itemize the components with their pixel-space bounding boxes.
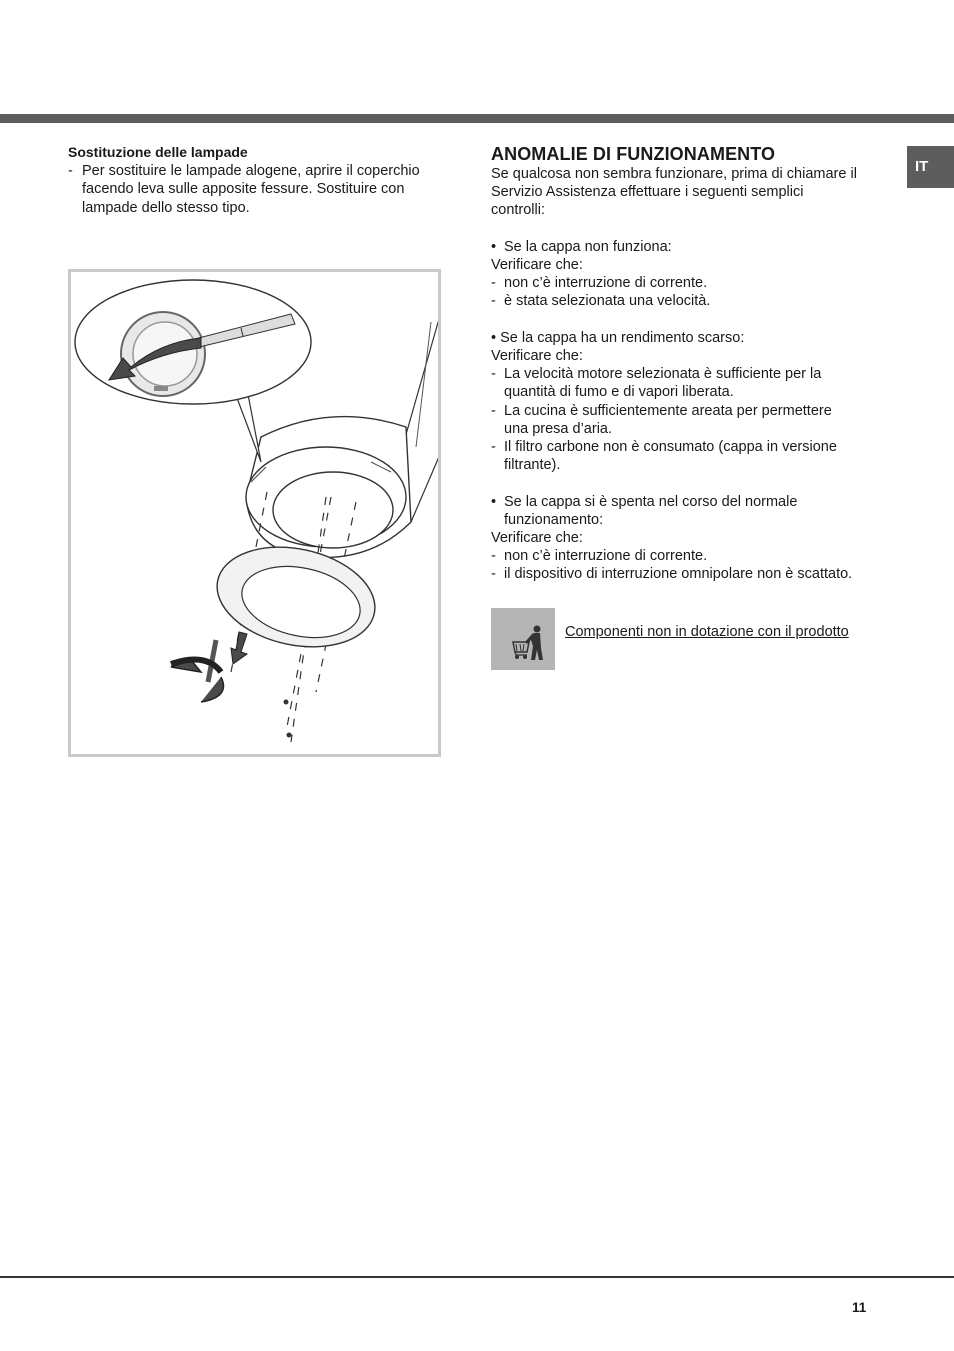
dash-mark: - bbox=[68, 162, 73, 179]
language-tab: IT bbox=[907, 146, 954, 188]
case2-item: - Il filtro carbone non è consumato (cappa in versione filtrante). bbox=[491, 439, 837, 474]
page-number: 11 bbox=[852, 1300, 867, 1315]
case3-item: - non c’è interruzione di corrente. bbox=[491, 548, 708, 565]
lamp-replacement-section bbox=[68, 143, 448, 217]
malfunction-section bbox=[491, 143, 881, 584]
check-label: Verificare che: bbox=[491, 348, 583, 364]
footer-rule bbox=[0, 1276, 954, 1278]
case1-item: - non c’è interruzione di corrente. bbox=[491, 275, 708, 292]
screw bbox=[287, 733, 292, 738]
lamp-replacement-illustration bbox=[68, 269, 441, 757]
not-included-text: Componenti non in dotazione con il prodotto bbox=[565, 624, 849, 640]
case1-item: - è stata selezionata una velocità. bbox=[491, 293, 711, 310]
down-arrow bbox=[231, 632, 247, 664]
lamp-line: facendo leva sulle apposite fessure. Sostituire con bbox=[82, 181, 405, 197]
intro-line: Se qualcosa non sembra funzionare, prima di chiamare il bbox=[491, 166, 857, 182]
screw bbox=[284, 700, 289, 705]
lamp-line: Per sostituire le lampade alogene, aprire il coperchio bbox=[82, 162, 420, 179]
bullet-mark: • bbox=[491, 238, 497, 255]
case3-bullet: • Se la cappa si è spenta nel corso del normale funzionamento: bbox=[491, 493, 798, 528]
intro-line: Servizio Assistenza effettuare i seguenti semplici bbox=[491, 184, 804, 201]
check-label: Verificare che: bbox=[491, 257, 583, 273]
check-label: Verificare che: bbox=[491, 530, 583, 547]
case2-bullet: • Se la cappa ha un rendimento scarso: bbox=[491, 329, 745, 346]
shopping-cart-person-icon bbox=[491, 608, 555, 670]
lamp-line: lampade dello stesso tipo. bbox=[82, 199, 250, 216]
case2-item: - La cucina è sufficientemente areata per permettere una presa d’aria. bbox=[491, 402, 832, 437]
intro-line: controlli: bbox=[491, 202, 545, 219]
lamp-replacement-item bbox=[68, 162, 448, 218]
header-bar bbox=[0, 114, 954, 123]
lamp-replacement-heading: Sostituzione delle lampade bbox=[68, 144, 248, 160]
section-title: ANOMALIE DI FUNZIONAMENTO bbox=[491, 144, 776, 164]
case2-item: - La velocità motore selezionata è sufficiente per la quantità di fumo e di vapori liberata. bbox=[491, 366, 822, 401]
case1-bullet: • Se la cappa non funziona: bbox=[491, 238, 672, 255]
case3-item: - il dispositivo di interruzione omnipolare non è scattato. bbox=[491, 566, 853, 583]
not-included-note bbox=[491, 608, 881, 670]
hood-lamp-drawing bbox=[71, 272, 438, 754]
